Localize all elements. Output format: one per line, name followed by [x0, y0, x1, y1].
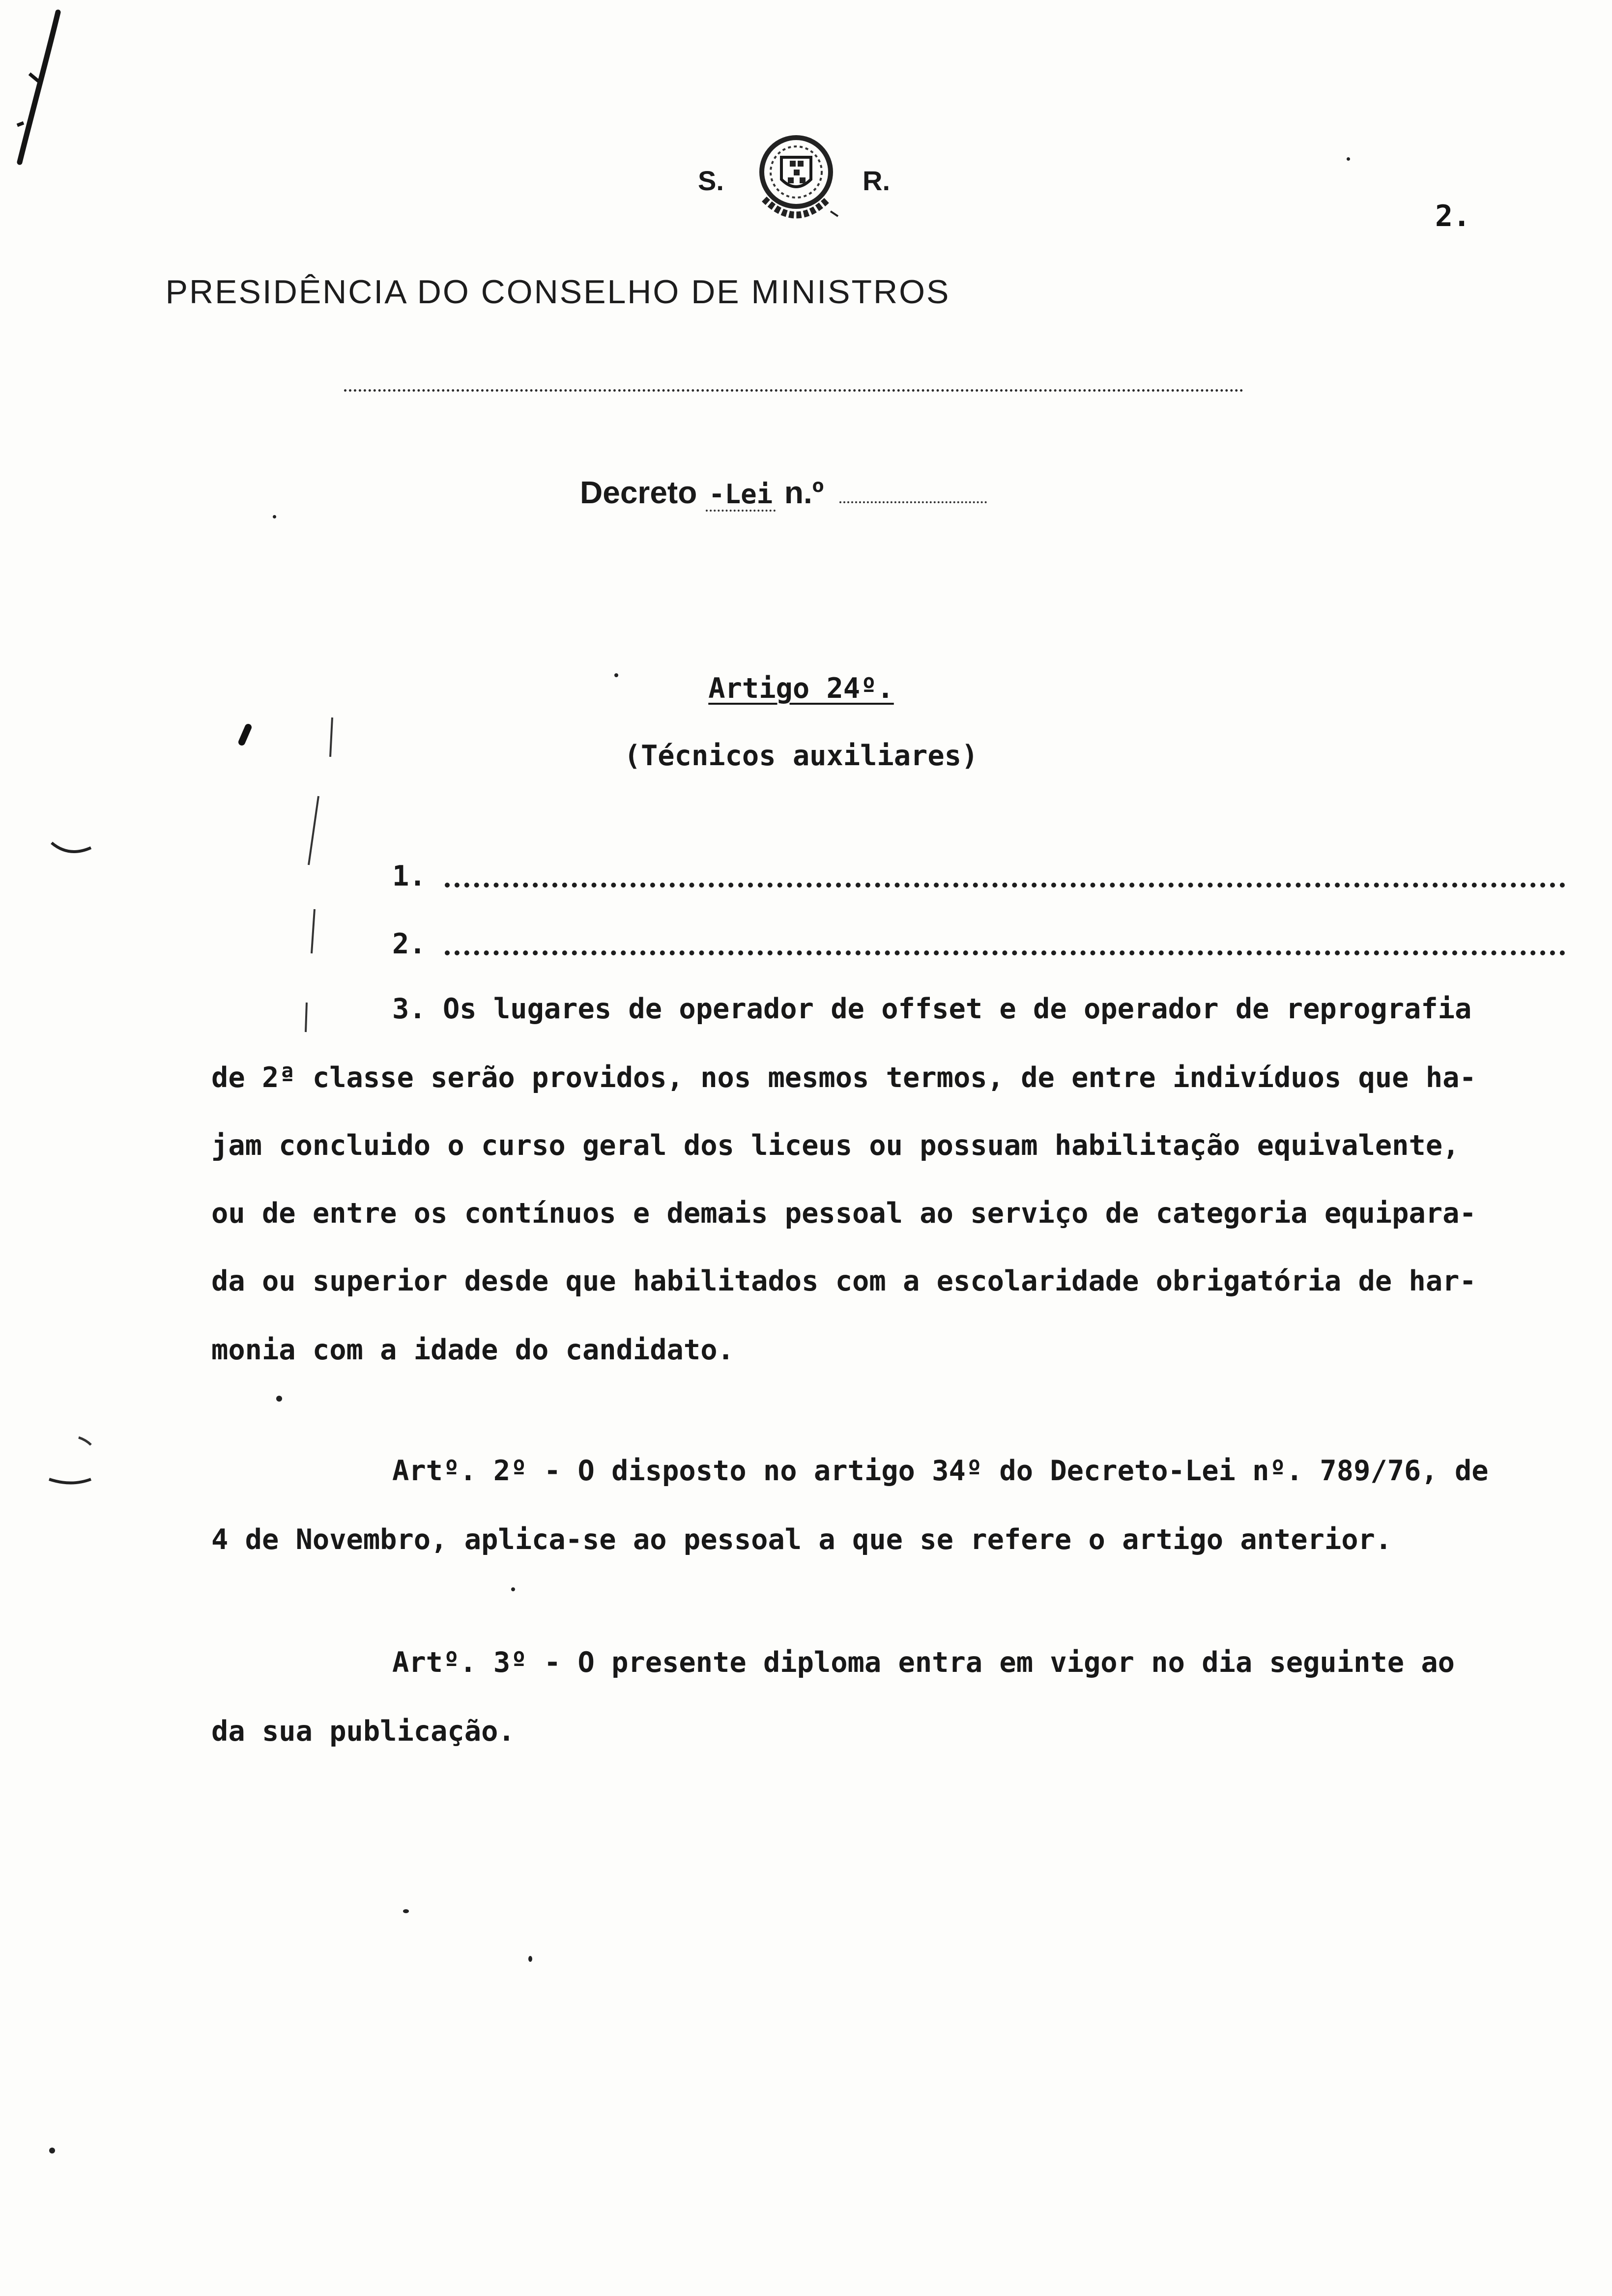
paragraph-3-line: monia com a idade do candidato. [211, 1334, 734, 1366]
ink-speck [403, 1909, 409, 1913]
paragraph-3-line: jam concluido o curso geral dos liceus ou possuam habilitação equivalente, [211, 1129, 1460, 1162]
ink-speck [528, 1956, 532, 1962]
ink-speck [49, 2148, 55, 2153]
decree-number-label: n.º [784, 475, 824, 510]
coat-of-arms-icon [745, 125, 848, 233]
ink-speck [511, 1587, 515, 1591]
paragraph-3-line: de 2ª classe serão providos, nos mesmos termos, de entre indivíduos que ha- [211, 1062, 1476, 1094]
paragraph-3-line: 3. Os lugares de operador de offset e de operador de reprografia [392, 993, 1472, 1025]
item-1-dots [445, 883, 1565, 888]
article-title-text: Artigo 24º. [708, 672, 894, 705]
institution-heading: PRESIDÊNCIA DO CONSELHO DE MINISTROS [165, 273, 950, 311]
item-2-dots [445, 950, 1565, 955]
ink-speck [273, 515, 276, 518]
article-subtitle: (Técnicos auxiliares) [624, 740, 979, 772]
ink-speck [614, 673, 618, 677]
article-2-line: Artº. 2º - O disposto no artigo 34º do Decreto-Lei nº. 789/76, de [392, 1455, 1489, 1487]
paragraph-3-line: ou de entre os contínuos e demais pessoal ao serviço de categoria equipara- [211, 1197, 1476, 1230]
ink-speck [1347, 157, 1350, 161]
heading-divider [344, 389, 1243, 392]
ink-speck [276, 1396, 282, 1402]
letterhead-s: S. [698, 165, 724, 196]
decree-line [580, 474, 987, 512]
page-number: 2. [1435, 199, 1471, 233]
paragraph-3-line: da ou superior desde que habilitados com a escolaridade obrigatória de har- [211, 1265, 1476, 1297]
item-2-number: 2. [392, 928, 426, 960]
article-3-line: Artº. 3º - O presente diploma entra em vigor no dia seguinte ao [392, 1646, 1455, 1679]
decree-label: Decreto [580, 475, 697, 510]
decree-number-blank [839, 501, 987, 503]
decree-type: -Lei [706, 479, 776, 512]
letterhead-r: R. [863, 165, 890, 196]
article-3-line: da sua publicação. [211, 1715, 515, 1748]
article-title [0, 672, 1607, 705]
article-2-line: 4 de Novembro, aplica-se ao pessoal a que se refere o artigo anterior. [211, 1523, 1392, 1556]
item-1-number: 1. [392, 860, 426, 892]
